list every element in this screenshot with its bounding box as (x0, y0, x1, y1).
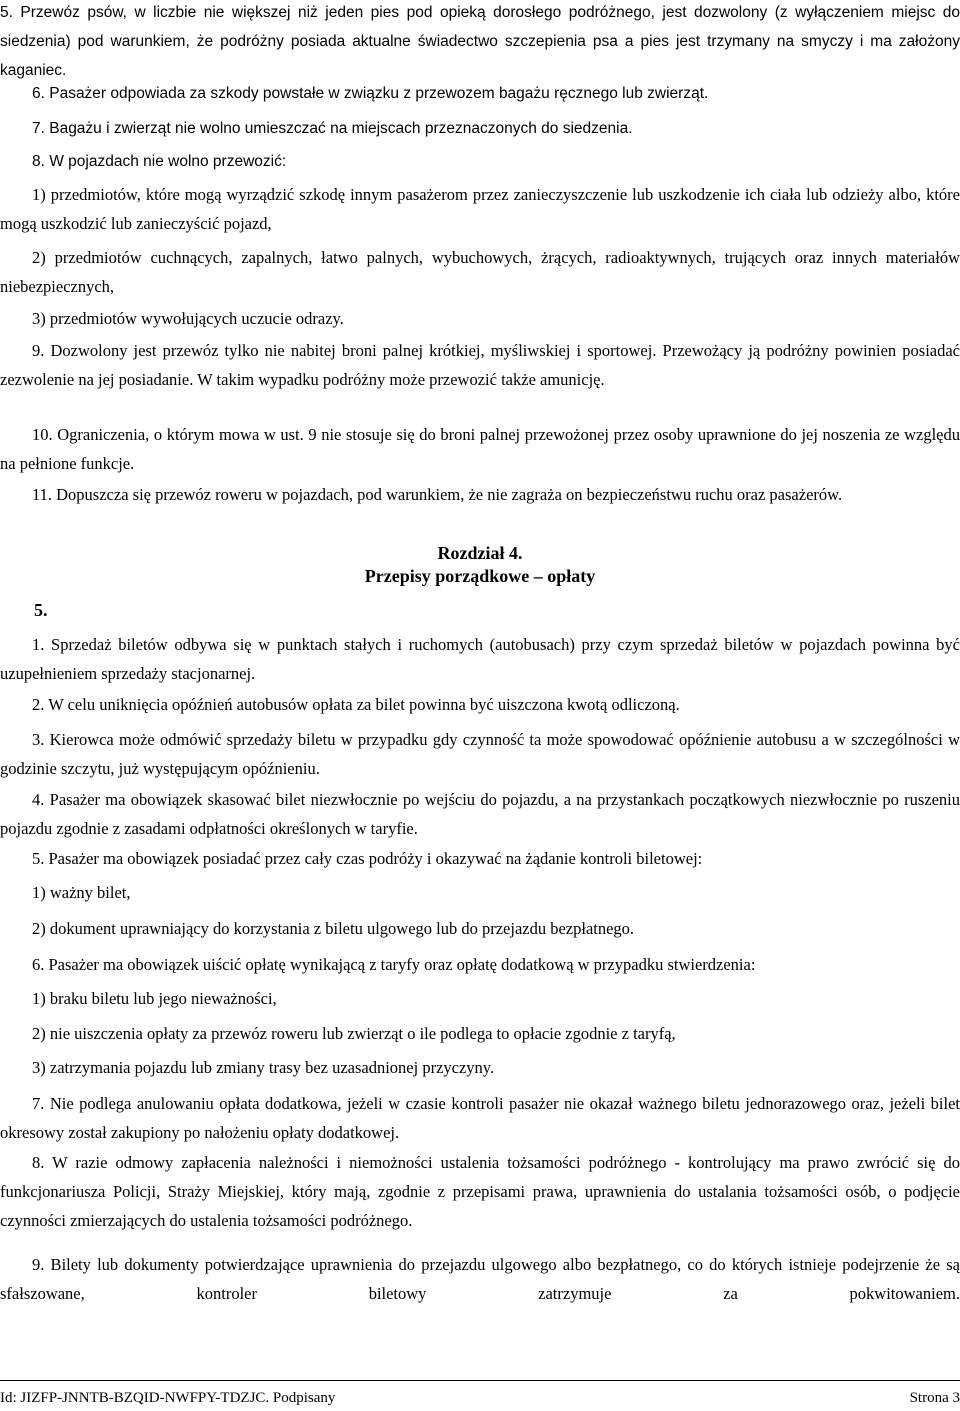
paragraph-firearms: 9. Dozwolony jest przewóz tylko nie nabitej broni palnej krótkiej, myśliwskiej i sportowej. Przewożący ją podróżny powinien posiadać zezwolenie na jej posiadanie. W takim wypadku podróżny może przewozić także amunicję. (0, 341, 960, 389)
paragraph-police-assistance: 8. W razie odmowy zapłacenia należności i niemożności ustalenia tożsamości podróżnego - kontrolujący ma prawo zwrócić się do funkcjonariusza Policji, Straży Miejskiej, który mają, zgodnie z przepisami prawa, uprawnienia do ustalania tożsamości osób, o podjęcie czynności zmierzających do ustalenia tożsamości podróżnego. (0, 1153, 960, 1230)
footer-page-number: Strona 3 (909, 1390, 960, 1406)
list-item-unpaid-bicycle: 2) nie uiszczenia opłaty za przewóz roweru lub zwierząt o ile podlega to opłacie zgodnie z taryfą, (32, 1024, 676, 1043)
paragraph-liability: 6. Pasażer odpowiada za szkody powstałe w związku z przewozem bagażu ręcznego lub zwierząt. (32, 85, 709, 102)
footer-divider (0, 1380, 960, 1381)
paragraph-firearms-exception: 10. Ograniczenia, o którym mowa w ust. 9 nie stosuje się do broni palnej przewożonej przez osoby uprawnione do jej noszenia ze względu na pełnione funkcje. (0, 425, 960, 473)
paragraph-forged-tickets: 9. Bilety lub dokumenty potwierdzające uprawnienia do przejazdu ulgowego albo bezpłatnego, co do których istnieje podejrzenie że są sfałszowane, kontroler biletowy zatrzymuje za pokwitowaniem. (0, 1255, 960, 1303)
list-item-no-ticket: 1) braku biletu lub jego nieważności, (32, 989, 277, 1008)
paragraph-ticket-possession: 5. Pasażer ma obowiązek posiadać przez cały czas podróży i okazywać na żądanie kontroli biletowej: (32, 849, 703, 868)
chapter-title: Rozdział 4. (437, 543, 523, 563)
paragraph-bicycles: 11. Dopuszcza się przewóz roweru w pojazdach, pod warunkiem, że nie zagraża on bezpieczeństwu ruchu oraz pasażerów. (32, 485, 843, 504)
paragraph-additional-fee: 6. Pasażer ma obowiązek uiścić opłatę wynikającą z taryfy oraz opłatę dodatkową w przypadku stwierdzenia: (32, 955, 756, 974)
paragraph-fee-not-cancelled: 7. Nie podlega anulowaniu opłata dodatkowa, jeżeli w czasie kontroli pasażer nie okazał ważnego biletu jednorazowego oraz, jeżeli bilet okresowy został zakupiony po nałożeniu opłaty dodatkowej. (0, 1094, 960, 1142)
paragraph-exact-fare: 2. W celu uniknięcia opóźnień autobusów opłata za bilet powinna być uiszczona kwotą odliczoną. (32, 695, 680, 714)
footer-document-id: Id: JIZFP-JNNTB-BZQID-NWFPY-TDZJC. Podpisany (0, 1390, 336, 1406)
paragraph-driver-refusal: 3. Kierowca może odmówić sprzedaży biletu w przypadku gdy czynność ta może spowodować opóźnienie autobusu a w szczególności w godzinie szczytu, już występującym opóźnieniu. (0, 730, 960, 778)
section-number: 5. (34, 600, 48, 620)
paragraph-luggage-seats: 7. Bagażu i zwierząt nie wolno umieszczać na miejscach przeznaczonych do siedzenia. (32, 120, 633, 137)
list-item-damaging-items: 1) przedmiotów, które mogą wyrządzić szkodę innym pasażerom przez zanieczyszczenie lub uszkodzenie ich ciała lub odzieży albo, które mogą uszkodzić lub zanieczyścić pojazd, (0, 185, 960, 233)
paragraph-prohibited-intro: 8. W pojazdach nie wolno przewozić: (32, 153, 287, 170)
list-item-discount-document: 2) dokument uprawniający do korzystania z biletu ulgowego lub do przejazdu bezpłatnego. (32, 919, 635, 938)
list-item-vehicle-stop: 3) zatrzymania pojazdu lub zmiany trasy bez uzasadnionej przyczyny. (32, 1058, 495, 1077)
list-item-valid-ticket: 1) ważny bilet, (32, 883, 131, 902)
list-item-disgusting-items: 3) przedmiotów wywołujących uczucie odrazy. (32, 309, 344, 328)
paragraph-ticket-sales: 1. Sprzedaż biletów odbywa się w punktach stałych i ruchomych (autobusach) przy czym sprzedaż biletów w pojazdach powinna być uzupełnieniem sprzedaży stacjonarnej. (0, 635, 960, 683)
paragraph-dogs-transport: 5. Przewóz psów, w liczbie nie większej niż jeden pies pod opieką dorosłego podróżnego, jest dozwolony (z wyłączeniem miejsc do siedzenia) pod warunkiem, że podróżny posiada aktualne świadectwo szczepienia psa a pies jest trzymany na smyczy i ma założony kaganiec. (0, 4, 960, 79)
paragraph-ticket-validation: 4. Pasażer ma obowiązek skasować bilet niezwłocznie po wejściu do pojazdu, a na przystankach początkowych niezwłocznie po ruszeniu pojazdu zgodnie z zasadami odpłatności określonych w taryfie. (0, 790, 960, 838)
chapter-subtitle: Przepisy porządkowe – opłaty (364, 566, 596, 586)
list-item-dangerous-materials: 2) przedmiotów cuchnących, zapalnych, łatwo palnych, wybuchowych, żrących, radioaktywnych, trujących oraz innych materiałów niebezpiecznych, (0, 248, 960, 296)
